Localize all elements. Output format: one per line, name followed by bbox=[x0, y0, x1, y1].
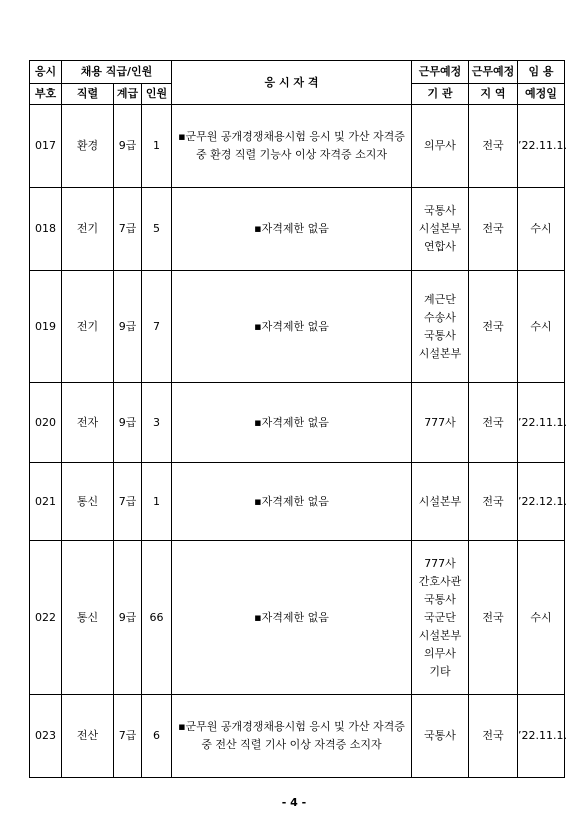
row-series: 전자 bbox=[62, 383, 114, 463]
org-line: 국통사 bbox=[424, 204, 456, 217]
row-num: 022 bbox=[30, 541, 62, 695]
table-row bbox=[30, 188, 565, 271]
org-line: 국통사 bbox=[424, 328, 456, 342]
table-row bbox=[30, 383, 565, 463]
row-count: 1 bbox=[142, 463, 172, 541]
header-org-line2: 기 관 bbox=[412, 84, 469, 105]
row-count: 7 bbox=[142, 271, 172, 383]
row-region: 전국 bbox=[469, 105, 518, 188]
row-grade: 9급 bbox=[114, 105, 142, 188]
row-series: 통신 bbox=[62, 541, 114, 695]
table-row bbox=[30, 463, 565, 541]
row-region: 전국 bbox=[469, 383, 518, 463]
table-row bbox=[30, 695, 565, 778]
row-qualification: ▪자격제한 없음 bbox=[172, 383, 412, 463]
org-line: 777사 bbox=[424, 415, 456, 429]
row-series: 전산 bbox=[62, 695, 114, 778]
org-line: 시설본부 bbox=[418, 222, 462, 235]
org-line: 시설본부 bbox=[418, 346, 462, 360]
table-row bbox=[30, 105, 565, 188]
row-date: 수시 bbox=[518, 541, 565, 695]
row-grade: 9급 bbox=[114, 383, 142, 463]
row-org bbox=[412, 188, 469, 271]
org-line: 국군단 bbox=[424, 610, 456, 624]
row-qualification: ▪군무원 공개경쟁채용시험 응시 및 가산 자격증 중 전산 직렬 기사 이상 자격증 소지자 bbox=[172, 695, 412, 778]
row-org bbox=[412, 271, 469, 383]
row-num: 021 bbox=[30, 463, 62, 541]
row-series: 환경 bbox=[62, 105, 114, 188]
header-date-line2: 예정일 bbox=[518, 84, 565, 105]
row-series: 전기 bbox=[62, 271, 114, 383]
org-line: 국통사 bbox=[424, 729, 456, 742]
org-line: 기타 bbox=[429, 664, 451, 678]
row-qualification: ▪자격제한 없음 bbox=[172, 463, 412, 541]
row-grade: 7급 bbox=[114, 695, 142, 778]
org-line: 시설본부 bbox=[418, 494, 462, 508]
header-grade: 계급 bbox=[114, 84, 142, 105]
row-count: 3 bbox=[142, 383, 172, 463]
row-date: ’22.12.1. bbox=[518, 463, 565, 541]
row-qualification: ▪자격제한 없음 bbox=[172, 541, 412, 695]
row-region: 전국 bbox=[469, 541, 518, 695]
org-line: 계근단 bbox=[424, 292, 456, 306]
row-org bbox=[412, 105, 469, 188]
row-date: 수시 bbox=[518, 271, 565, 383]
row-region: 전국 bbox=[469, 188, 518, 271]
header-region-line1: 근무예정 bbox=[469, 61, 518, 84]
org-line: 연합사 bbox=[424, 240, 456, 253]
header-num-line1: 응시 bbox=[30, 61, 62, 84]
row-qualification: ▪군무원 공개경쟁채용시험 응시 및 가산 자격증 중 환경 직렬 기능사 이상 자격증 소지자 bbox=[172, 105, 412, 188]
org-line: 수송사 bbox=[424, 310, 456, 324]
header-num-line2: 부호 bbox=[30, 84, 62, 105]
header-region-line2: 지 역 bbox=[469, 84, 518, 105]
row-num: 017 bbox=[30, 105, 62, 188]
row-qualification: ▪자격제한 없음 bbox=[172, 188, 412, 271]
row-count: 6 bbox=[142, 695, 172, 778]
row-org bbox=[412, 383, 469, 463]
row-date: 수시 bbox=[518, 188, 565, 271]
row-region: 전국 bbox=[469, 463, 518, 541]
header-count: 인원 bbox=[142, 84, 172, 105]
row-num: 018 bbox=[30, 188, 62, 271]
row-org bbox=[412, 541, 469, 695]
row-grade: 7급 bbox=[114, 188, 142, 271]
org-line: 간호사관 bbox=[418, 574, 462, 588]
row-grade: 7급 bbox=[114, 463, 142, 541]
table-row bbox=[30, 541, 565, 695]
row-qualification: ▪자격제한 없음 bbox=[172, 271, 412, 383]
row-date: ’22.11.1. bbox=[518, 695, 565, 778]
row-region: 전국 bbox=[469, 271, 518, 383]
row-count: 66 bbox=[142, 541, 172, 695]
org-line: 777사 bbox=[424, 556, 456, 570]
row-date: ’22.11.1. bbox=[518, 383, 565, 463]
row-org bbox=[412, 463, 469, 541]
row-grade: 9급 bbox=[114, 541, 142, 695]
header-qualification: 응 시 자 격 bbox=[172, 61, 412, 105]
header-row-1 bbox=[30, 61, 565, 84]
table-row bbox=[30, 271, 565, 383]
header-org-line1: 근무예정 bbox=[412, 61, 469, 84]
row-num: 019 bbox=[30, 271, 62, 383]
recruitment-table bbox=[29, 60, 565, 778]
org-line: 시설본부 bbox=[418, 628, 462, 642]
org-line: 의무사 bbox=[424, 646, 456, 660]
header-series: 직렬 bbox=[62, 84, 114, 105]
row-region: 전국 bbox=[469, 695, 518, 778]
org-line: 국통사 bbox=[424, 592, 456, 606]
row-series: 전기 bbox=[62, 188, 114, 271]
org-line: 의무사 bbox=[424, 139, 456, 152]
row-num: 023 bbox=[30, 695, 62, 778]
row-grade: 9급 bbox=[114, 271, 142, 383]
page-number: - 4 - bbox=[281, 796, 307, 809]
header-date-line1: 임 용 bbox=[518, 61, 565, 84]
row-series: 통신 bbox=[62, 463, 114, 541]
row-org bbox=[412, 695, 469, 778]
row-count: 1 bbox=[142, 105, 172, 188]
row-date: ’22.11.1. bbox=[518, 105, 565, 188]
header-job-group: 채용 직급/인원 bbox=[62, 61, 172, 84]
row-num: 020 bbox=[30, 383, 62, 463]
row-count: 5 bbox=[142, 188, 172, 271]
